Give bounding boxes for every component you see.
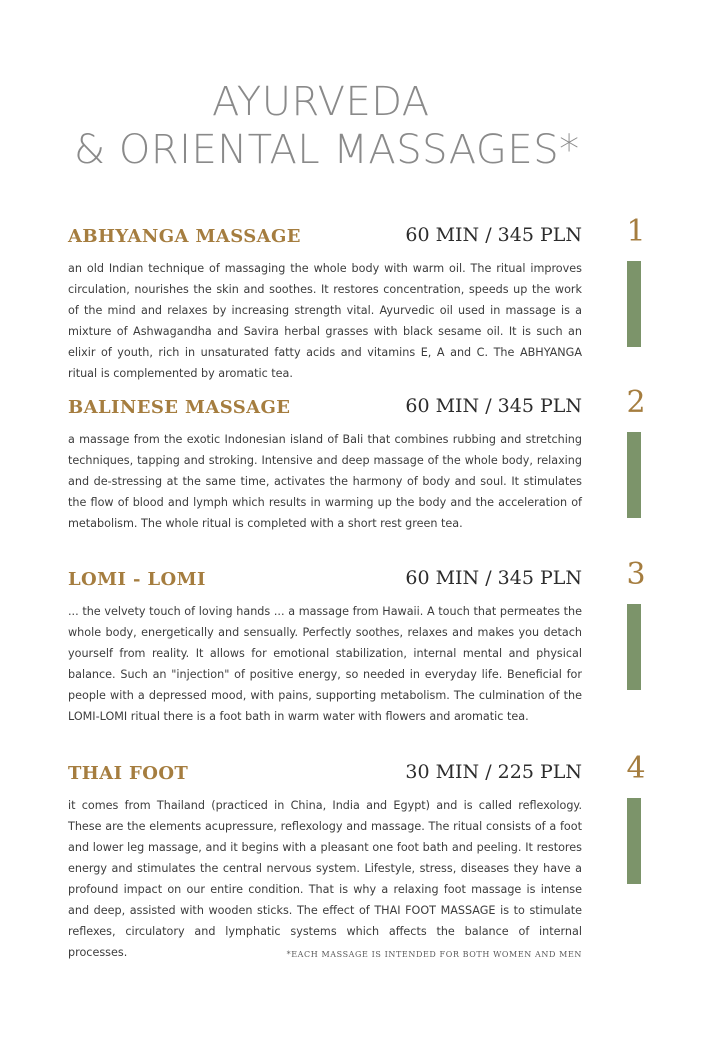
section-accent-bar [627,604,641,690]
massage-name: BALINESE MASSAGE [68,397,291,418]
massage-section-balinese [68,397,582,534]
massage-name: ABHYANGA MASSAGE [68,226,301,247]
massage-section-lomi-lomi [68,569,582,727]
page-title-line-1: AYURVEDA [212,79,430,125]
section-number-2: 2 [626,385,646,420]
massage-description: ... the velvety touch of loving hands ... a massage from Hawaii. A touch that permeates the whole body, energetically and sensually. Perfectly soothes, relaxes and makes you detach yourself from reality. It allows for emotional stabilization, internal mental and physical balance. Such an "injection" of positive energy, so needed in everyday life. Beneficial for people with a depressed mood, with pains, supporting metabolism. The culmination of the LOMI-LOMI ritual there is a foot bath in warm water with flowers and aromatic tea. [68,605,582,723]
massage-name: LOMI - LOMI [68,569,206,590]
massage-price: 30 MIN / 225 PLN [405,761,582,783]
massage-section-abhyanga [68,226,582,384]
page-title [0,78,720,174]
section-header [68,226,582,256]
massage-description: a massage from the exotic Indonesian island of Bali that combines rubbing and stretching techniques, tapping and stroking. Intensive and deep massage of the whole body, relaxing and de-stressing at the same time, activates the harmony of body and soul. It stimulates the flow of blood and lymph which results in warming up the body and the acceleration of metabolism. The whole ritual is completed with a short rest green tea. [68,433,582,530]
section-header [68,569,582,599]
massage-price: 60 MIN / 345 PLN [405,567,582,589]
section-number-3: 3 [626,557,646,592]
section-header [68,763,582,793]
footnote: *EACH MASSAGE IS INTENDED FOR BOTH WOMEN AND MEN [286,950,582,959]
massage-section-thai-foot [68,763,582,963]
section-accent-bar [627,432,641,518]
section-accent-bar [627,798,641,884]
section-number-1: 1 [626,214,646,249]
section-number-4: 4 [626,751,646,786]
massage-description: it comes from Thailand (practiced in China, India and Egypt) and is called reflexology. These are the elements acupressure, reflexology and massage. The ritual consists of a foot and lower leg massage, and it begins with a pleasant one foot bath and peeling. It restores energy and stimulates the central nervous system. Lifestyle, stress, diseases they have a profound impact on our entire condition. That is why a relaxing foot massage is intense and deep, assisted with wooden sticks. The effect of THAI FOOT MASSAGE is to stimulate reflexes, circulatory and lymphatic systems which affects the balance of internal processes. [68,799,582,959]
massage-price: 60 MIN / 345 PLN [405,395,582,417]
massage-name: THAI FOOT [68,763,189,784]
massage-description: an old Indian technique of massaging the whole body with warm oil. The ritual improves circulation, nourishes the skin and soothes. It restores concentration, speeds up the work of the mind and relaxes by increasing strength vital. Ayurvedic oil used in massage is a mixture of Ashwagandha and Savira herbal grasses with black sesame oil. It is such an elixir of youth, rich in unsaturated fatty acids and vitamins E, A and C. The ABHYANGA ritual is complemented by aromatic tea. [68,262,582,380]
section-accent-bar [627,261,641,347]
section-header [68,397,582,427]
page-title-line-2: & ORIENTAL MASSAGES* [74,127,580,173]
massage-price: 60 MIN / 345 PLN [405,224,582,246]
